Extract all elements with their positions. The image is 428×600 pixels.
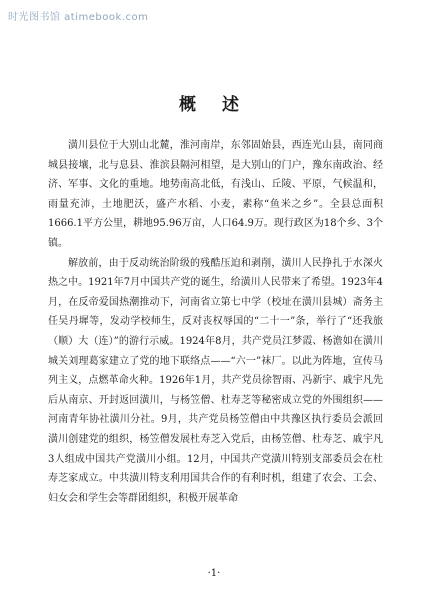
page-number: ·1·	[207, 568, 221, 579]
page-title: 概 述	[179, 95, 249, 115]
watermark-text: 时光图书馆 atimebook.com	[8, 12, 149, 23]
body-text	[48, 136, 383, 508]
paragraph-2: 解放前，由于反动统治阶级的残酷压迫和剥削，潢川人民挣扎于水深火热之中。1921年7月中国共产党的诞生，给潢川人民带来了希望。1923年4月，在反帝爱国热潮推动下，河南省立第七中学（校址在潢川县城）斋务主任吴丹墀等，发动学校师生，反对丧权辱国的“二十一”条，举行了“还我旅（顺）大（连）”的游行示威。1924年8月，共产党员江梦霞、杨澹如在潢川城关刘理葛家建立了党的地下联络点——“六一”袜厂。以此为阵地，宣传马列主义，点燃革命火种。1926年1月，共产党员徐智雨、冯新宇、戚宇凡先后从南京、开封返回潢川，与杨笠僧、杜寿芝等秘密成立党的外围组织——河南青年协社潢川分社。9月，共产党员杨笠僧由中共豫区执行委员会派回潢川创建党的组织，杨笠僧发展杜寿芝入党后，由杨笠僧、杜寿芝、戚宇凡3人组成中国共产党潢川小组。12月，中国共产党潢川特别支部委员会在杜寿芝家成立。中共潢川特支利用国共合作的有利时机，组建了农会、工会、妇女会和学生会等群团组织，积极开展革命	[48, 257, 383, 504]
paragraph-1: 潢川县位于大别山北麓，淮河南岸，东邻固始县，西连光山县，南同商城县接壤，北与息县、淮滨县隔河相望，是大别山的门户，豫东南政治、经济、军事、文化的重地。地势南高北低，有浅山、丘陵、平原，气候温和，雨量充沛，土地肥沃，盛产水稻、小麦，素称“鱼米之乡”。全县总面积1666.1平方公里，耕地95.96万亩，人口64.9万。现行政区为18个乡、3个镇。	[48, 140, 383, 249]
